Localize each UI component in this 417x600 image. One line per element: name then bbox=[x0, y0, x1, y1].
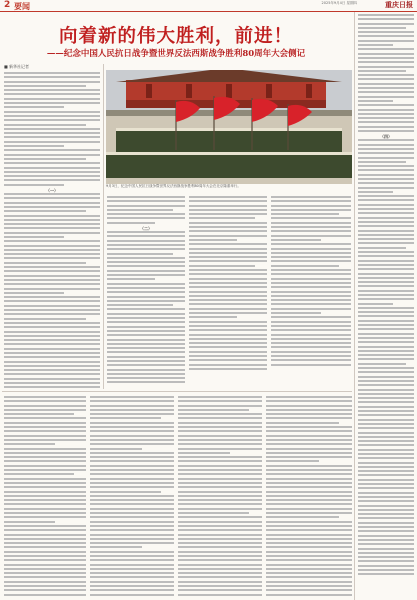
article-column-middle-2 bbox=[189, 196, 267, 390]
parade-photo-image bbox=[106, 70, 352, 184]
article-column-left bbox=[4, 72, 100, 390]
masthead-logo: 重庆日报 bbox=[385, 0, 413, 9]
article-column-middle-3 bbox=[271, 196, 351, 390]
page-number: 2 bbox=[4, 0, 11, 10]
photo-caption: 9月3日，纪念中国人民抗日战争暨世界反法西斯战争胜利80周年大会在北京隆重举行。 bbox=[106, 184, 241, 188]
lower-column-1 bbox=[4, 396, 86, 598]
headline: 向着新的伟大胜利，前进！ bbox=[58, 26, 293, 47]
section-name: 要闻 bbox=[14, 2, 30, 11]
date-line: 2025年9月4日 星期四 bbox=[321, 1, 357, 5]
section-divider bbox=[2, 391, 352, 392]
subheadline: ——纪念中国人民抗日战争暨世界反法西斯战争胜利80周年大会侧记 bbox=[46, 49, 306, 59]
lower-column-4 bbox=[266, 396, 352, 598]
byline: ■ 新华社记者 bbox=[4, 64, 30, 69]
lower-column-3 bbox=[178, 396, 262, 598]
article-column-right: （四） bbox=[358, 14, 414, 598]
column-rule bbox=[354, 12, 355, 600]
section-marker-1: （一） bbox=[46, 188, 58, 194]
lower-column-2 bbox=[90, 396, 174, 598]
article-column-middle-1: （二） bbox=[107, 196, 185, 390]
page-header bbox=[0, 0, 417, 12]
column-rule bbox=[103, 64, 104, 389]
parade-photo bbox=[106, 70, 352, 184]
